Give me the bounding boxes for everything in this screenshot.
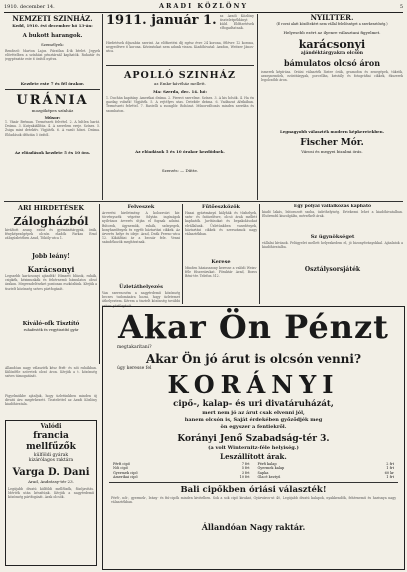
cleaner-heading: Kiváló-ofk Tisztító bbox=[22, 321, 80, 327]
price-item: Női cipő bbox=[113, 466, 128, 471]
urania-subtitle: mozgóképes színház bbox=[31, 108, 74, 113]
masthead: ARADI KÖZLÖNY bbox=[158, 2, 249, 10]
price-item: Amerikai cipő bbox=[113, 475, 138, 480]
urania-program-title: Műsor: bbox=[44, 115, 61, 120]
apollo-subtitle: az Emke-kávéház mellett. bbox=[154, 81, 206, 86]
koranyi-sub1: megtakarítani? bbox=[117, 345, 152, 350]
urania-title: URÁNIA bbox=[16, 93, 89, 108]
price-item: Gyermek cipő bbox=[113, 470, 138, 475]
header-date: 1910. december 14. bbox=[4, 4, 55, 10]
price-item: Sapka bbox=[257, 470, 269, 475]
left-bottom-text1: Állandóan nagy választék kész férfi- és női ruhákban. Különféle szövetek olcsó áron. Kérjük a t. közönség szíves támogatását. bbox=[5, 366, 97, 379]
price-row bbox=[258, 475, 395, 479]
nyiltter-title: NYILTTÉR. bbox=[310, 14, 354, 22]
theater-subtitle: Kedd, 1910. évi december hó 13-án: bbox=[12, 23, 93, 28]
xmas-heading: Karácsonyi bbox=[27, 265, 75, 274]
koranyi-bali: Bali cipőkben óriási választék! bbox=[180, 484, 327, 495]
varga-sub: külföldi gyárak bbox=[33, 453, 69, 458]
urania-footer: Az előadások kezdete 5 és 10 óra. bbox=[14, 150, 91, 155]
theater-cast-title: Személyek: bbox=[40, 42, 65, 47]
notices-text: Árverési hirdetmény. A kolozsvári kir. törvényszék végzése folytán ingóságok nyilvános árverés útján el fognak adatni. Bútorok, ágyneműk, ruhák, szőnyegek, konyhaedények és egyéb háztartási cikkek. Az árverés helye és ideje: Arad, Deák Ferenc-utca 12. Kikiáltási ár a becsár fele. Venni szándékozók meghívatnak. bbox=[102, 211, 180, 245]
koranyi-products: cipő-, kalap- és uri divatáruházát, bbox=[173, 399, 334, 409]
prices-right bbox=[258, 462, 395, 480]
theater-column bbox=[5, 14, 100, 200]
right-notices-column bbox=[262, 204, 403, 304]
heaters-heading: Fűtőeszközök bbox=[201, 204, 240, 210]
price-value: 1 frt bbox=[386, 466, 394, 471]
price-value: 60 kr bbox=[384, 470, 394, 475]
price-item: Férfi kalap bbox=[257, 462, 277, 466]
fischer-name: Fischer Mór. bbox=[300, 138, 364, 148]
agency-text: vállalni kívánok. Felügyelet mellett helyezkedem el, jó bizonyítványokkal. Ajánlatok a kiadóhivatalba. bbox=[262, 241, 403, 250]
nyiltter-headline1: karácsonyi bbox=[298, 38, 366, 51]
notices-heading: Felveszek bbox=[127, 204, 155, 210]
small-ads-title: ARI HIRDETÉSEK bbox=[17, 204, 84, 212]
divider bbox=[259, 204, 260, 304]
varga-headline: francia mellfűzők bbox=[26, 431, 76, 452]
price-item: Férfi cipő bbox=[113, 462, 130, 466]
kerese-text: Minden háziasszony keresse a valódi Weiss-féle fűszerárukat. Főraktár Arad, Boros Béni-tér. Telefon 512. bbox=[185, 266, 257, 279]
january-side: az Aradi Közlöny tiszteletpéldányt küld. Előfizetések elfogadtatnak. bbox=[219, 14, 254, 30]
january-text: Hirdetések díjszabás szerint. Az előfizetési díj egész évre 24 korona, félévre 12 korona, negyedévre 6 korona. Kéziratokat nem adunk vissza. Kiadóhivatal: Aradon, Weitzer János-utca. bbox=[106, 41, 254, 54]
urania-program: 1. Vásár Bréman. Természeti felvétel. 2. A hűtlen barát. Dráma. 3. Kutyakiállítás. 4. A szerelem ereje. Színes. 5. Zsiga mint detektív. Vígjáték. 6. A vasút hősei. Dráma. Előadások délután 5 órától. bbox=[5, 120, 100, 137]
right-notices-text: kiadó lakás, bútorozott szoba, üzlethelyiség. Értekezni lehet a kiadóhivatalban. Elsőrendű kiszolgálás, mérsékelt árak. bbox=[262, 210, 403, 219]
koranyi-question: Akar Ön jó árut is olcsón venni? bbox=[146, 352, 361, 366]
left-bottom-column bbox=[5, 366, 97, 568]
left-bottom-text2: Figyelmükbe ajánljuk, hogy üzletünkben minden új divatú áru megérkezett. Tisztelettel az Aradi Közlöny kiadóhivatala. bbox=[5, 394, 97, 407]
divider bbox=[102, 14, 103, 200]
job-heading: Jobb leány! bbox=[32, 253, 70, 260]
varga-text: Legújabb divatú külföldi mellfűzők, fűzőjavítás. Mérték után készítünk. Kérjük a nagyérdemű közönség pártfogását. Árak olcsók. bbox=[8, 487, 94, 500]
koranyi-name: KORÁNYI bbox=[167, 370, 340, 399]
divider bbox=[99, 204, 100, 364]
nyiltter-promo: Helyesebb ezért az ilyenre választani figyelmet. bbox=[283, 30, 381, 35]
fischer-address: Városi és megyei bizalmi órás. bbox=[301, 149, 363, 154]
heaters-column bbox=[185, 204, 257, 304]
apollo-title: APOLLÓ SZINHÁZ bbox=[124, 70, 236, 81]
price-item: Gyermek kalap bbox=[257, 466, 285, 471]
apollo-program-title: Ma: Szerda, dec. 14. hó: bbox=[153, 89, 207, 94]
theater-play: A bukott harangok. bbox=[22, 33, 83, 39]
koranyi-prices bbox=[103, 462, 404, 480]
varga-address: Arad, Andrássy-tér 23. bbox=[28, 479, 74, 484]
koranyi-line5: ön egyszer a fentiekről. bbox=[220, 424, 287, 430]
divider bbox=[182, 204, 183, 304]
koranyi-headline: Akar Ön Pénzt bbox=[118, 308, 389, 346]
heaters-text: Hazai gyártmányú kályhák és tűzhelyek, szén- és fatüzelésre, olcsó árak mellett kaphatók. Javításokat és bepakolásokat elvállalunk. Üzletünkben vasedények, háztartási cikkek és szerszámok nagy választékban. bbox=[185, 211, 257, 237]
relocation-text: Van szerencsém a nagyérdemű közönség becses tudomására hozni, hogy üzletemet áthelyeztem. Kérem a tisztelt közönség további szíves pártfogását. bbox=[102, 291, 180, 308]
page-header bbox=[4, 2, 403, 13]
apollo-bottom: Szerzés: — Dűtte. bbox=[161, 168, 199, 173]
varga-name: Varga D. Dani bbox=[12, 467, 90, 478]
koranyi-text: Férfi-, női-, gyermek-, leány- és fiú-cipők minden kivitelben. Sok a sok cipő kirakat, Gyárváros-ut 40, Legújabb divatú kalapok, nyakkendők, fehérnemű és harisnya nagy választékban. bbox=[111, 495, 396, 504]
price-value: 7 frt bbox=[241, 462, 250, 466]
nyiltter-sig: Legnagyobb választék modern képkeretekben. bbox=[279, 129, 385, 134]
theater-title: NEMZETI SZINHÁZ. bbox=[12, 14, 93, 23]
page-number: 5 bbox=[399, 4, 403, 10]
pawn-heading: Zálogházból bbox=[13, 215, 89, 228]
kerese-heading: Kerese bbox=[211, 259, 231, 265]
small-ads-column bbox=[5, 204, 97, 364]
koranyi-bottom: Állandóan Nagy raktár. bbox=[201, 521, 306, 532]
nyiltter-column bbox=[261, 14, 403, 200]
koranyi-sale: Leszállított árak. bbox=[220, 452, 287, 461]
price-item: Glacé keztyű bbox=[257, 475, 281, 480]
apollo-program: 1. Duchán kapitány. Amerikai dráma. 2. Pierrot szerelme. Színes. 3. A kis hősök. 4. Ha én gazdag volnék! Vígjáték. 5. A rejtélyes utas. Detektív dráma. 6. Vadászat Afrikában. Természeti felvétel. 7. Rastelli a zsonglőr. Bohózat. Műsorváltozás minden szerdán és szombaton. bbox=[106, 96, 254, 113]
lottery-heading: Osztálysorsjáték bbox=[304, 266, 361, 273]
apollo-footer: Az előadások 5 és 10 órakor kezdődnek. bbox=[135, 149, 225, 154]
relocation-heading: Üzletáthelyezés bbox=[119, 284, 163, 290]
prices-left bbox=[113, 462, 250, 480]
koranyi-address2: (a volt Winternitz-féle helyiség.) bbox=[208, 445, 299, 451]
divider bbox=[4, 201, 403, 202]
theater-footer: Kezdete este 7 és fél órakor. bbox=[20, 81, 85, 86]
price-value: 3 frt bbox=[241, 470, 250, 475]
agency-heading: Sz ügynökséget bbox=[310, 234, 355, 240]
koranyi-sub2: úgy keresse fel bbox=[117, 366, 152, 371]
theater-cast: Rendező: Marton Lajos. Páratlan 4-ik bérlet. Jegyek elővételben a színházi pénztárnál kaphatók. Ruhatár és jegypénztár este 6 órától nyitva. bbox=[5, 49, 100, 62]
apollo-column bbox=[106, 14, 254, 200]
xmas-text: Legszebb karácsonyi ajándék! Hímzett blúzok, ruhák, csipkék, kézimunkák és fehérnemű bámulatos olcsó árakon. Megrendeléseket pontosan eszközlünk. Kérjük a tisztelt közönség szíves pártfogását. bbox=[5, 274, 97, 291]
nyiltter-note: (E rovat alatt közöltekért nem vállal felelősséget a szerkesztőség.) bbox=[276, 22, 388, 26]
cleaner-subtitle: ruhafesték és vegytisztító gyár bbox=[23, 328, 79, 332]
koranyi-line4: hanem olcsón is, Saját érdekében győződjék meg bbox=[184, 417, 323, 423]
varga-sub2: kizárólagos raktára bbox=[28, 458, 74, 463]
divider bbox=[257, 14, 258, 200]
koranyi-address: Korányi Jenő Szabadság-tér 3. bbox=[177, 434, 330, 444]
price-value: 10 frt bbox=[239, 475, 250, 480]
right-notices-heading: Egy pólyái vállalkozás kapható bbox=[293, 204, 372, 209]
nyiltter-headline3: bámulatos olcsó áron bbox=[283, 58, 381, 68]
price-value: 2 frt bbox=[386, 462, 394, 466]
koranyi-line3: mert nem jó az árut csak elvenni jól, bbox=[202, 410, 305, 416]
january-date: 1911. január 1. bbox=[106, 14, 217, 28]
nyiltter-headline2: ajándéktárgyakra olcsón bbox=[300, 51, 364, 56]
price-value: 1 frt bbox=[386, 475, 394, 480]
pawn-text: kiváltott arany, ezüst és gyémánttárgyak, órák, fényképezőgépek olcsón eladók Farkas Ernő zálogüzletében Arad, Tököly-utca 1. bbox=[5, 228, 97, 241]
price-value: 5 frt bbox=[241, 466, 250, 471]
nyiltter-text: ismerek képírása. Óriási választék lüster órák, gramofon és zenegépek, tükrök, aranyneműek, ezüsttárgyak, porcellán, kristály és fotográfiai cikkek, ékszerek legolcsóbb áron. bbox=[261, 70, 403, 83]
koranyi-ad bbox=[102, 306, 405, 570]
varga-ad bbox=[5, 420, 97, 566]
price-row bbox=[113, 475, 250, 479]
varga-valodi: Valódi bbox=[40, 423, 62, 430]
